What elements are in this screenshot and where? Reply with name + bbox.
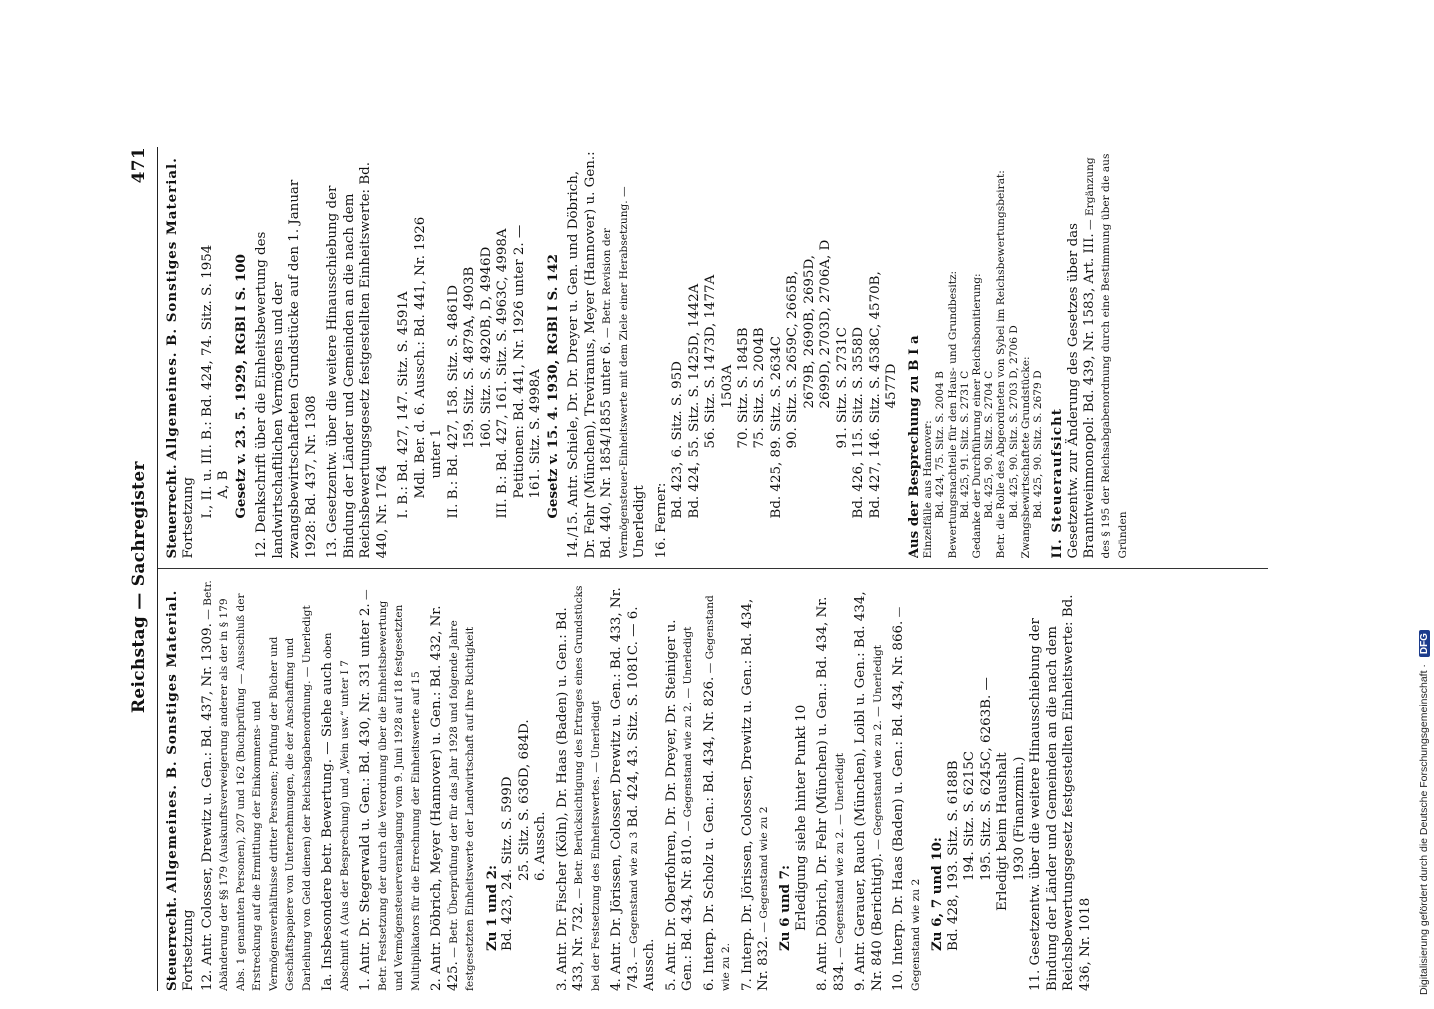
register-entry <box>216 147 232 559</box>
entry-text: Mdl. Ber. d. 6. Aussch.: Bd. 441, Nr. 1926 <box>412 216 428 499</box>
entry-text: 5. Antr. Dr. Oberfohren, Dr. Dr. Dreyer, Dr. Steiniger u. Gen.: Bd. 434, Nr. 810. <box>663 619 696 991</box>
entry-text: Bd. 424, 75. Sitz. S. 2004 B <box>934 371 947 519</box>
entry-annotation: — Betr. Revision der Vermögensteuer-Einheitswerte mit dem Ziele einer Herabsetzung. — <box>601 186 630 559</box>
register-entry <box>983 147 995 559</box>
entry-text: I. B.: Bd. 427, 147. Sitz. S. 4591A <box>396 291 412 519</box>
register-entry <box>702 580 735 992</box>
running-head <box>129 147 153 991</box>
entry-text: Bd. 425, 89. Sitz. S. 2634C <box>768 336 784 519</box>
register-entry <box>946 580 962 992</box>
entry-annotation: — Gegenstand wie zu 2. — Unerledigt <box>871 644 884 854</box>
register-entry <box>736 147 752 559</box>
right-sections: Allgemeines. B. Sonstiges Material. <box>164 157 180 461</box>
left-entries <box>200 580 1094 992</box>
entry-text: 160. Sitz. S. 4920B, D, 4946D <box>478 246 494 449</box>
register-entry <box>517 580 533 992</box>
two-column-body <box>157 147 1268 991</box>
entry-text: I., II. u. III. B.: Bd. 424, 74. Sitz. S. 1954 <box>199 244 215 519</box>
register-entry <box>740 580 773 992</box>
register-entry <box>495 147 511 559</box>
entry-text: Gesetz v. 15. 4. 1930, RGBl I S. 142 <box>544 254 561 519</box>
entry-text: III. B.: Bd. 427, 161. Sitz. S. 4963C, 4998A <box>495 228 511 519</box>
entry-text: Petitionen: Bd. 441, Nr. 1926 unter 2. — <box>511 224 527 499</box>
entry-annotation: — Betr. Festsetzung der durch die Verordnung über die Einheitsbewertung und Vermögensteuerveranlagung vom 9. Juni 1928 auf 18 festgesetzten Multiplikators für die Errechnung der Einheitswerte auf 15 <box>360 589 422 991</box>
register-entry <box>995 147 1007 559</box>
entry-text: 1503A <box>719 364 735 409</box>
entry-text: II. B.: Bd. 427, 158. Sitz. S. 4861D <box>445 285 461 519</box>
register-entry <box>777 580 793 992</box>
register-entry <box>200 147 216 559</box>
entry-text: Zu 6, 7 und 10: <box>929 837 946 951</box>
register-entry <box>1032 147 1044 559</box>
register-entry <box>512 147 528 559</box>
page-header-title: Reichstag — Sachregister <box>129 461 149 714</box>
register-entry <box>479 147 495 559</box>
right-entries <box>200 147 1131 559</box>
register-entry <box>429 580 478 992</box>
entry-text: Bd. 425, 90. Sitz. S. 2679 D <box>1031 370 1044 519</box>
entry-text: 16. Ferner: <box>653 482 669 559</box>
register-entry <box>413 147 429 559</box>
register-entry <box>922 147 934 559</box>
register-entry <box>752 147 768 559</box>
entry-text: 13. Gesetzentw. über die weitere Hinausschiebung der Bindung der Länder und Gemeinden an die nach dem Reichsbewertungsgesetz festgestellten Einheitswerte: Bd. 440, Nr. 1764 <box>325 162 390 559</box>
left-column <box>158 580 1268 992</box>
entry-text: 194. Sitz. S. 6215C <box>962 750 978 881</box>
entry-annotation: oben Abschnitt A (Aus der Besprechung) und „Wein usw.“ unter I 7 <box>322 632 351 991</box>
register-entry <box>906 147 922 559</box>
column-divider <box>158 569 1268 570</box>
register-entry <box>703 147 719 559</box>
register-entry <box>802 147 818 559</box>
entry-text: 56. Sitz. S. 1473D, 1477A <box>703 274 719 449</box>
entry-text: Ia. Insbesondere betr. Bewertung. — Siehe auch <box>320 662 336 991</box>
register-entry <box>815 580 848 992</box>
register-entry <box>654 147 670 559</box>
entry-annotation: — Gegenstand wie zu 2 <box>757 806 770 937</box>
entry-text: 2. Antr. Döbrich, Meyer (Hannover) u. Gen.: Bd. 432, Nr. 425. <box>429 605 461 991</box>
entry-text: Bd. 423, 6. Sitz. S. 95D <box>670 361 686 519</box>
entry-text: Betr. die Rolle des Abgeordneten von Sybel im Reichsbewertungsbeirat: <box>995 170 1008 559</box>
register-entry <box>254 147 320 559</box>
entry-text: 159. Sitz. S. 4879A, 4903B <box>462 266 478 449</box>
entry-text: 1. Antr. Dr. Stegerwald u. Gen.: Bd. 430, Nr. 331 unter 2. <box>358 603 374 991</box>
entry-text: 14./15. Antr. Schiele, Dr. Dr. Dreyer u. Gen. und Döbrich, Dr. Fehr (München), Treviranus, Meyer (Hannover) u. Gen.: Bd. 440, Nr. 1854/1855 unter 6. <box>566 151 615 559</box>
register-entry <box>1028 580 1094 992</box>
register-entry <box>971 147 983 559</box>
register-entry <box>1049 147 1065 559</box>
entry-text: Bewertungsnachteile für den Haus- und Grundbesitz: <box>946 270 959 559</box>
entry-text: Erledigt beim Haushalt <box>995 752 1011 911</box>
entry-text: 70. Sitz. S. 1845B <box>735 327 751 449</box>
register-entry <box>609 580 658 992</box>
entry-text: 161. Sitz. S. 4998A <box>528 369 544 499</box>
right-continuation: Fortsetzung <box>181 477 197 559</box>
page-number: 471 <box>129 147 149 184</box>
register-entry <box>891 580 924 992</box>
entry-text: unter 1 <box>429 428 445 479</box>
rotated-page <box>115 129 1295 1009</box>
register-entry <box>794 580 810 992</box>
entry-annotation: — Betr. Abänderung der §§ 179 (Auskunftsverweigerung anderer als der in § 179 Abs. 1 genannten Personen), 207 und 162 (Buchprüfung — Ausschluß der Erstreckung auf die Ermittlung der Einkommens- und Vermögensverhältnisse dritter Personen; Prüfung der Bücher und Geschäftspapiere von Unternehmungen, die der Anschaffung und Darleihung von Geld dienen) der Reichsabgabenordnung. — Unerledigt <box>201 580 313 991</box>
entry-text: Bd. 428, 193. Sitz. S. 6188B <box>945 760 961 951</box>
entry-text: Bd. 424, 55. Sitz. S. 1425D, 1442A <box>686 283 702 519</box>
entry-text: 9. Antr. Gerauer, Rauch (München), Loibl u. Gen.: Bd. 434, Nr. 840 (Berichtigt). <box>853 591 885 991</box>
entry-text: Gesetzentw. zur Änderung des Gesetzes über das Branntweinmonopol: Bd. 439, Nr. 1583, Art. III. <box>1065 222 1097 559</box>
entry-text: 10. Interp. Dr. Haas (Baden) u. Gen.: Bd. 434, Nr. 866. <box>891 620 907 991</box>
digitization-note <box>1418 630 1430 995</box>
right-subject: Steuerrecht. <box>164 464 180 559</box>
register-entry <box>1012 580 1028 992</box>
entry-annotation: — Gegenstand wie zu 3 <box>627 831 640 962</box>
entry-text: Bd. 425, 90. Sitz. S. 2703 D, 2706 D <box>1007 325 1020 519</box>
register-entry <box>429 147 445 559</box>
entry-text: Bd. 427, 146. Sitz. S. 4538C, 4570B, <box>867 271 883 519</box>
register-entry <box>884 147 900 559</box>
entry-text: Aus der Besprechung zu B I a <box>905 335 922 559</box>
entry-text: II. Steueraufsicht <box>1049 408 1066 559</box>
entry-text: Bd. 426, 115. Sitz. S. 3558D <box>851 327 867 519</box>
entry-text: Zu 6 und 7: <box>777 865 794 951</box>
left-sections: Allgemeines. B. Sonstiges Material. <box>164 589 180 893</box>
register-entry <box>785 147 801 559</box>
entry-text: 1930 (Finanzmin.) <box>1011 756 1027 881</box>
register-entry <box>835 147 851 559</box>
entry-text: Bd. 424, 43. Sitz. S. 1081C. — 6. Aussch. <box>625 606 658 991</box>
register-entry <box>818 147 834 559</box>
entry-text: 12. Denkschrift über die Einheitsbewertung des landwirtschaftlichen Vermögens und der zwangsbewirtschafteten Grundstücke auf den 1. Januar 1928: Bd. 437, Nr. 1308 <box>254 179 319 559</box>
digitization-text: Digitalisierung gefördert durch die Deutsche Forschungsgemeinschaft · <box>1418 664 1430 995</box>
register-entry <box>396 147 412 559</box>
entry-text: Bd. 423, 24. Sitz. S. 599D <box>500 776 516 951</box>
register-entry <box>851 147 867 559</box>
left-subject: Steuerrecht. <box>164 897 180 991</box>
entry-text: 3. Antr. Dr. Fischer (Köln), Dr. Haas (Baden) u. Gen.: Bd. 433, Nr. 732. <box>554 607 587 991</box>
register-entry <box>566 147 648 559</box>
entry-annotation: — Gegenstand wie zu 2. <box>703 595 733 991</box>
register-entry <box>934 147 946 559</box>
register-entry <box>484 580 500 992</box>
entry-annotation: — Gegenstand wie zu 2. — Unerledigt <box>682 626 695 835</box>
entry-text: 25. Sitz. S. 636D, 684D. <box>516 719 532 881</box>
register-entry <box>868 147 884 559</box>
entry-text: 6. Aussch. <box>533 811 549 881</box>
entry-text: Erledigung siehe hinter Punkt 10 <box>793 704 809 931</box>
register-entry <box>320 580 353 992</box>
register-entry <box>446 147 462 559</box>
register-entry <box>664 580 697 992</box>
entry-text: 4577D <box>884 363 900 409</box>
register-entry <box>555 580 604 992</box>
entry-annotation: — Gegenstand wie zu 2. — Unerledigt <box>833 753 846 962</box>
register-entry <box>962 580 978 992</box>
register-entry <box>1066 147 1132 559</box>
entry-text: 11. Gesetzentw. über die weitere Hinausschiebung der Bindung der Länder und Gemeinden an die nach dem Reichsbewertungsgesetz festgestellten Einheitswerte: Bd. 436, Nr. 1018 <box>1028 594 1093 991</box>
entry-text: 8. Antr. Döbrich, Dr. Fehr (München) u. Gen.: Bd. 434, Nr. 834. <box>815 596 847 991</box>
entry-text: Bd. 425, 91. Sitz. S. 2731 C <box>958 370 971 519</box>
register-entry <box>769 147 785 559</box>
entry-text: 12. Antr. Colosser, Drewitz u. Gen.: Bd. 437, Nr. 1309. <box>199 623 215 991</box>
left-continuation: Fortsetzung <box>181 909 197 991</box>
entry-text: 2679B, 2690B, 2695D, <box>801 255 817 409</box>
dfg-logo: DFG <box>1419 630 1430 657</box>
register-entry <box>853 580 886 992</box>
entry-text: 75. Sitz. S. 2004B <box>752 327 768 449</box>
right-column-heading <box>164 147 198 559</box>
entry-annotation: — Gegenstand wie zu 2 <box>893 606 922 991</box>
entry-text: Unerledigt <box>632 485 648 559</box>
register-entry <box>528 147 544 559</box>
register-entry <box>1020 147 1032 559</box>
register-entry <box>947 147 959 559</box>
register-entry <box>358 580 424 992</box>
entry-text: 90. Sitz. S. 2659C, 2665B, <box>785 270 801 449</box>
entry-text: Gesetz v. 23. 5. 1929, RGBl I S. 100 <box>232 254 249 519</box>
left-column-heading <box>164 580 198 992</box>
entry-annotation: — Betr. Überprüfung der für das Jahr 1928 und folgende Jahre festgesetzten Einheitswerte der Landwirtschaft auf ihre Richtigkeit <box>447 620 477 991</box>
register-entry <box>462 147 478 559</box>
entry-text: 4. Antr. Dr. Jörissen, Colosser, Drewitz u. Gen.: Bd. 433, Nr. 743. <box>609 587 641 991</box>
register-entry <box>1008 147 1020 559</box>
entry-text: A, B <box>216 470 232 499</box>
register-entry <box>545 147 561 559</box>
register-entry <box>720 147 736 559</box>
register-entry <box>995 580 1011 992</box>
entry-text: Zwangsbewirtschaftete Grundstücke: <box>1019 356 1032 559</box>
entry-annotation: — Betr. Berücksichtigung des Ertrages eines Grundstücks bei der Festsetzung des Einheitswertes. — Unerledigt <box>573 585 602 991</box>
entry-text: 2699D, 2703D, 2706A, D <box>818 239 834 409</box>
register-entry <box>500 580 516 992</box>
register-entry <box>325 147 391 559</box>
register-entry <box>233 147 249 559</box>
entry-text: Zu 1 und 2: <box>483 865 500 951</box>
register-entry <box>533 580 549 992</box>
register-entry <box>979 580 995 992</box>
entry-text: Gedanke der Durchführung einer Reichsbonitierung: <box>971 273 983 559</box>
entry-text: 6. Interp. Dr. Scholz u. Gen.: Bd. 434, Nr. 826. <box>701 676 717 991</box>
register-entry <box>687 147 703 559</box>
entry-annotation: — Ergänzung des § 195 der Reichsabgabenordnung durch eine Bestimmung über die aus Gründen <box>1084 153 1129 559</box>
entry-text: 195. Sitz. S. 6245C, 6263B. — <box>978 677 994 881</box>
register-entry <box>959 147 971 559</box>
register-entry <box>670 147 686 559</box>
entry-text: Bd. 425, 90. Sitz. S. 2704 C <box>983 370 996 519</box>
register-entry <box>200 580 315 992</box>
right-column <box>158 147 1268 559</box>
entry-text: 91. Sitz. S. 2731C <box>834 327 850 449</box>
entry-text: 7. Interp. Dr. Jörissen, Colosser, Drewitz u. Gen.: Bd. 434, Nr. 832. <box>739 598 771 991</box>
entry-text: Einzelfälle aus Hannover: <box>922 420 935 559</box>
register-entry <box>929 580 945 992</box>
